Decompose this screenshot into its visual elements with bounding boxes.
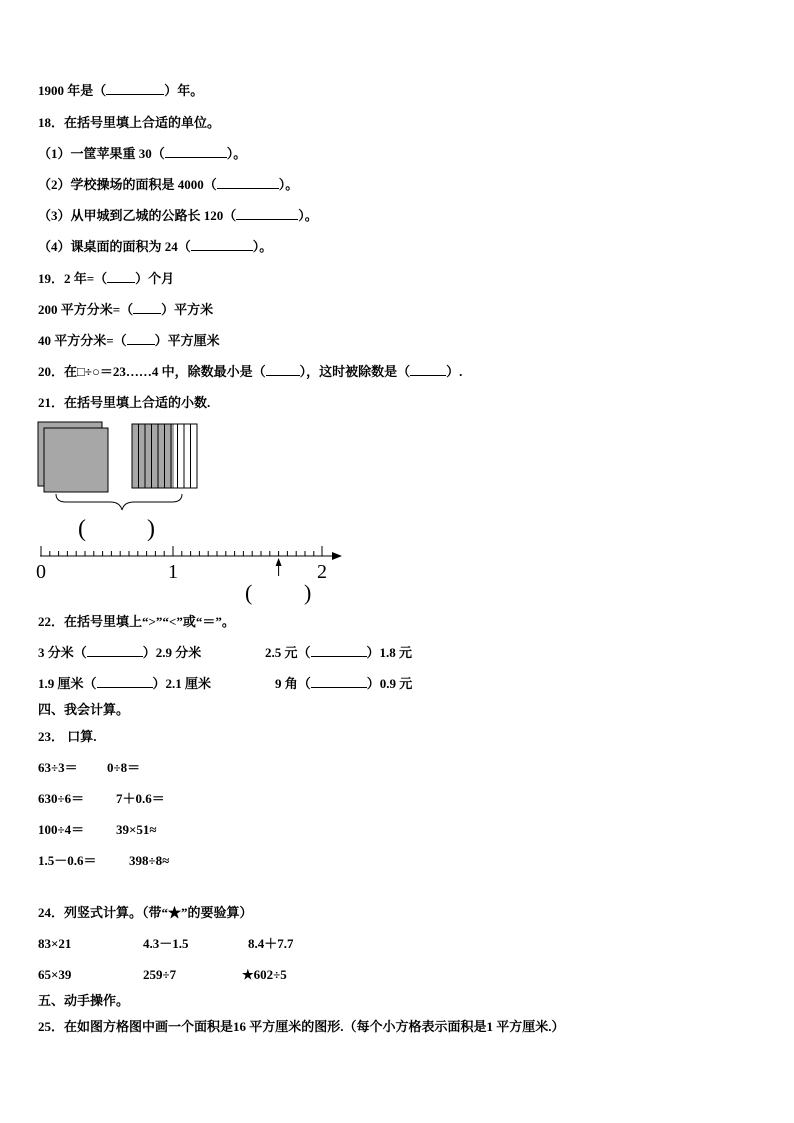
q18-item-text: ）。 [278, 177, 299, 192]
number-line-arrowhead [332, 552, 342, 560]
q19-item-3 [38, 333, 220, 349]
q23-item: 398÷8≈ [129, 853, 170, 868]
number-line-label-2: 2 [317, 561, 327, 583]
answer-blank[interactable] [311, 645, 367, 657]
q18-item-text: （3）从甲城到乙城的公路长 120（ [38, 208, 237, 223]
q21-title: 21．在括号里填上合适的小数. [38, 395, 211, 410]
q22-text: 1.9 厘米（ [38, 676, 97, 691]
q19-item-text: ）平方米 [161, 302, 214, 317]
q23-item: 0÷8＝ [107, 760, 141, 775]
q22-text: ）2.9 分米 [142, 645, 202, 660]
q18-item-1 [38, 146, 246, 162]
up-arrow-icon [276, 558, 282, 566]
number-line-label-0: 0 [36, 561, 46, 583]
answer-blank[interactable] [165, 146, 227, 158]
q22-text: 3 分米（ [38, 645, 87, 660]
q20-text: 20．在□÷○＝23……4 中，除数最小是（ [38, 364, 266, 379]
answer-blank[interactable] [410, 364, 446, 376]
answer-blank[interactable] [97, 676, 153, 688]
q22-title: 22．在括号里填上“>”“<”或“＝”。 [38, 614, 235, 629]
q18-item-text: （4）课桌面的面积为 24（ [38, 239, 191, 254]
q24-item: 65×39 [38, 967, 72, 982]
q21-figure [0, 415, 360, 610]
q20-text: ）. [446, 364, 463, 379]
q22-row2-right [275, 676, 412, 692]
section-5-heading: 五、动手操作。 [38, 993, 130, 1008]
q22-row1-right [265, 645, 412, 661]
q19-item-text: ）平方厘米 [154, 333, 220, 348]
number-line-label-1: 1 [168, 561, 178, 583]
answer-blank[interactable] [236, 208, 298, 220]
q18-item-3 [38, 208, 318, 224]
answer-blank[interactable] [191, 239, 253, 251]
q22-text: 2.5 元（ [265, 645, 311, 660]
q24-item: 8.4＋7.7 [248, 936, 294, 951]
q19-item-2 [38, 302, 213, 318]
q18-item-4 [38, 239, 272, 255]
q22-row2-left [38, 676, 211, 692]
q18-title: 18．在括号里填上合适的单位。 [38, 115, 221, 130]
q24-title: 24．列竖式计算。（带“★”的要验算） [38, 905, 253, 920]
q18-item-text: （2）学校操场的面积是 4000（ [38, 177, 217, 192]
q23-item: 100÷4＝ [38, 822, 85, 837]
q23-item: 1.5－0.6＝ [38, 853, 97, 868]
q23-item: 7＋0.6＝ [116, 791, 165, 806]
q19-item-text: ）个月 [135, 271, 175, 286]
q19-item-text: 200 平方分米=（ [38, 302, 134, 317]
q17-tail-line [38, 83, 203, 99]
q22-row1-left [38, 645, 201, 661]
paren-open-1: ( [78, 516, 86, 542]
q24-item: 4.3－1.5 [143, 936, 189, 951]
q22-text: ）0.9 元 [366, 676, 413, 691]
answer-blank[interactable] [311, 676, 367, 688]
answer-blank[interactable] [107, 271, 135, 283]
q23-item: 630÷6＝ [38, 791, 85, 806]
curly-brace [56, 494, 182, 510]
q25-text: 25．在如图方格图中画一个面积是16 平方厘米的图形.（每个小方格表示面积是1 平方厘米.） [38, 1019, 565, 1034]
q19-item-text: 19．2 年=（ [38, 271, 108, 286]
q22-text: 9 角（ [275, 676, 311, 691]
q24-item: ★602÷5 [242, 967, 287, 982]
q24-item: 83×21 [38, 936, 72, 951]
answer-blank[interactable] [133, 302, 161, 314]
q18-item-text: （1）一筐苹果重 30（ [38, 146, 165, 161]
q23-item: 39×51≈ [116, 822, 157, 837]
q18-item-text: ）。 [226, 146, 247, 161]
answer-blank[interactable] [127, 333, 155, 345]
answer-blank[interactable] [217, 177, 279, 189]
q20-text: ），这时被除数是（ [299, 364, 411, 379]
paren-close-1: ) [147, 516, 155, 542]
q24-item: 259÷7 [143, 967, 177, 982]
q22-text: ）1.8 元 [366, 645, 413, 660]
q19-item-1 [38, 271, 174, 287]
q17-tail-suffix: ）年。 [164, 83, 204, 98]
q22-text: ）2.1 厘米 [152, 676, 212, 691]
q18-item-text: ）。 [252, 239, 273, 254]
q23-title: 23． 口算. [38, 729, 97, 744]
q17-tail-prefix: 1900 年是（ [38, 83, 107, 98]
answer-blank[interactable] [106, 83, 164, 95]
q18-item-2 [38, 177, 298, 193]
unit-square-front [44, 428, 108, 492]
paren-close-2: ) [304, 580, 312, 605]
q23-item: 63÷3＝ [38, 760, 78, 775]
answer-blank[interactable] [266, 364, 300, 376]
q20-line [38, 364, 462, 380]
q19-item-text: 40 平方分米=（ [38, 333, 127, 348]
answer-blank[interactable] [87, 645, 143, 657]
number-line-ticks [41, 546, 322, 556]
section-4-heading: 四、我会计算。 [38, 702, 130, 717]
paren-open-2: ( [245, 580, 253, 605]
q18-item-text: ）。 [298, 208, 318, 223]
